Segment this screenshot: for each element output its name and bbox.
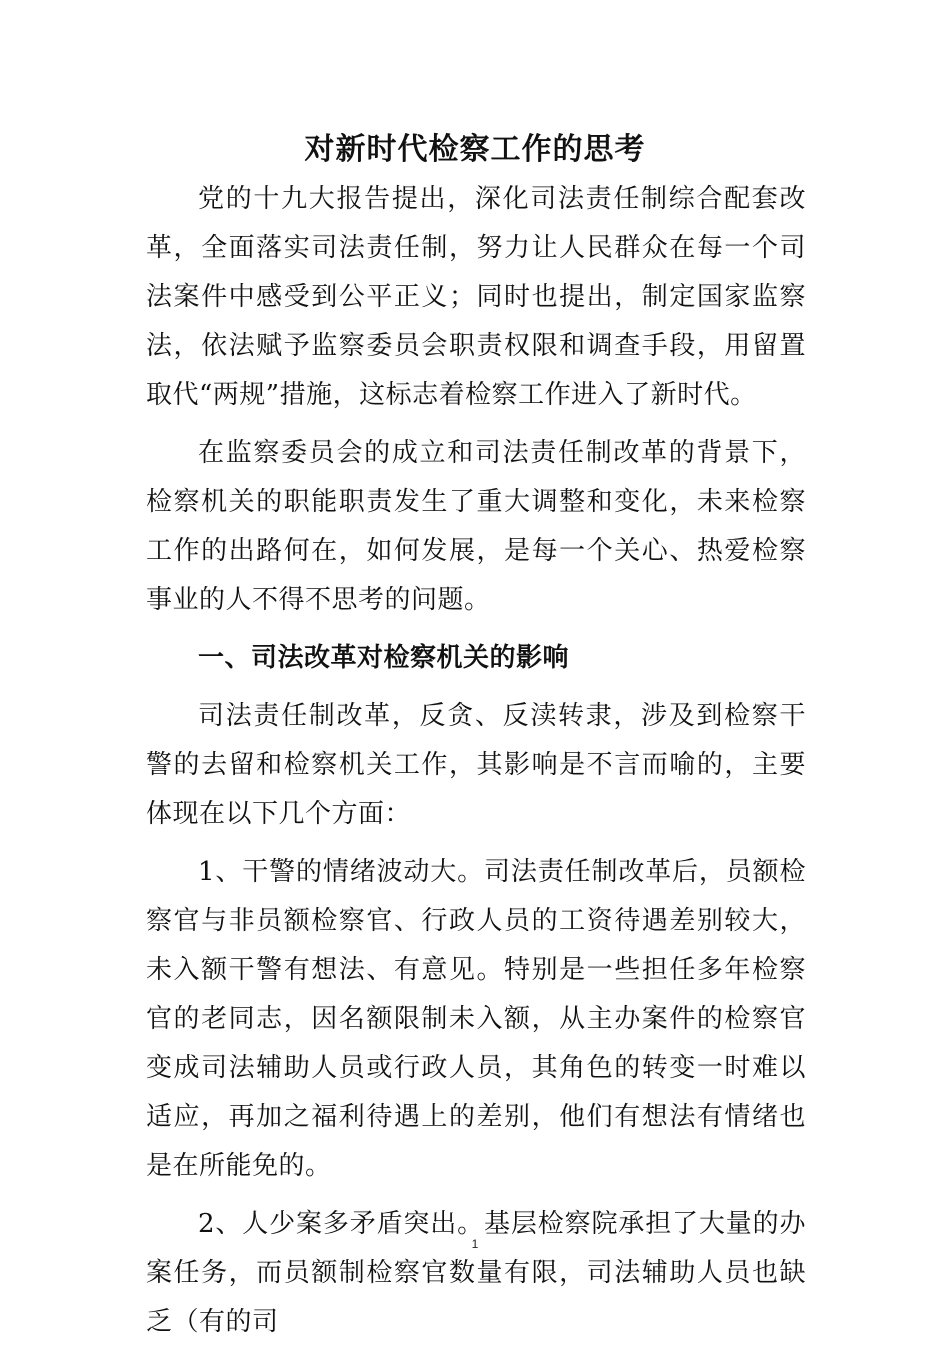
document-body: [146, 175, 806, 1347]
paragraph-intro: 党的十九大报告提出，深化司法责任制综合配套改革，全面落实司法责任制，努力让人民群众在每一个司法案件中感受到公平正义；同时也提出，制定国家监察法，依法赋予监察委员会职责权限和调查手段，用留置取代“两规”措施，这标志着检察工作进入了新时代。: [146, 184, 806, 410]
section-heading-1: 一、司法改革对检察机关的影响: [198, 643, 570, 673]
paragraph-impact-overview: 司法责任制改革，反贪、反渎转隶，涉及到检察干警的去留和检察机关工作，其影响是不言而喻的，主要体现在以下几个方面：: [146, 701, 806, 829]
paragraph-point-1: 1、干警的情绪波动大。司法责任制改革后，员额检察官与非员额检察官、行政人员的工资待遇差别较大，未入额干警有想法、有意见。特别是一些担任多年检察官的老同志，因名额限制未入额，从主办案件的检察官变成司法辅助人员或行政人员，其角色的转变一时难以适应，再加之福利待遇上的差别，他们有想法有情绪也是在所能免的。: [146, 857, 806, 1181]
page-number: 1: [471, 1237, 479, 1251]
paragraph-point-2: 2、人少案多矛盾突出。基层检察院承担了大量的办案任务，而员额制检察官数量有限，司法辅助人员也缺乏（有的司: [146, 1209, 806, 1337]
document-title: 对新时代检察工作的思考: [304, 132, 646, 167]
paragraph-background: 在监察委员会的成立和司法责任制改革的背景下，检察机关的职能职责发生了重大调整和变化，未来检察工作的出路何在，如何发展，是每一个关心、热爱检察事业的人不得不思考的问题。: [146, 438, 806, 615]
